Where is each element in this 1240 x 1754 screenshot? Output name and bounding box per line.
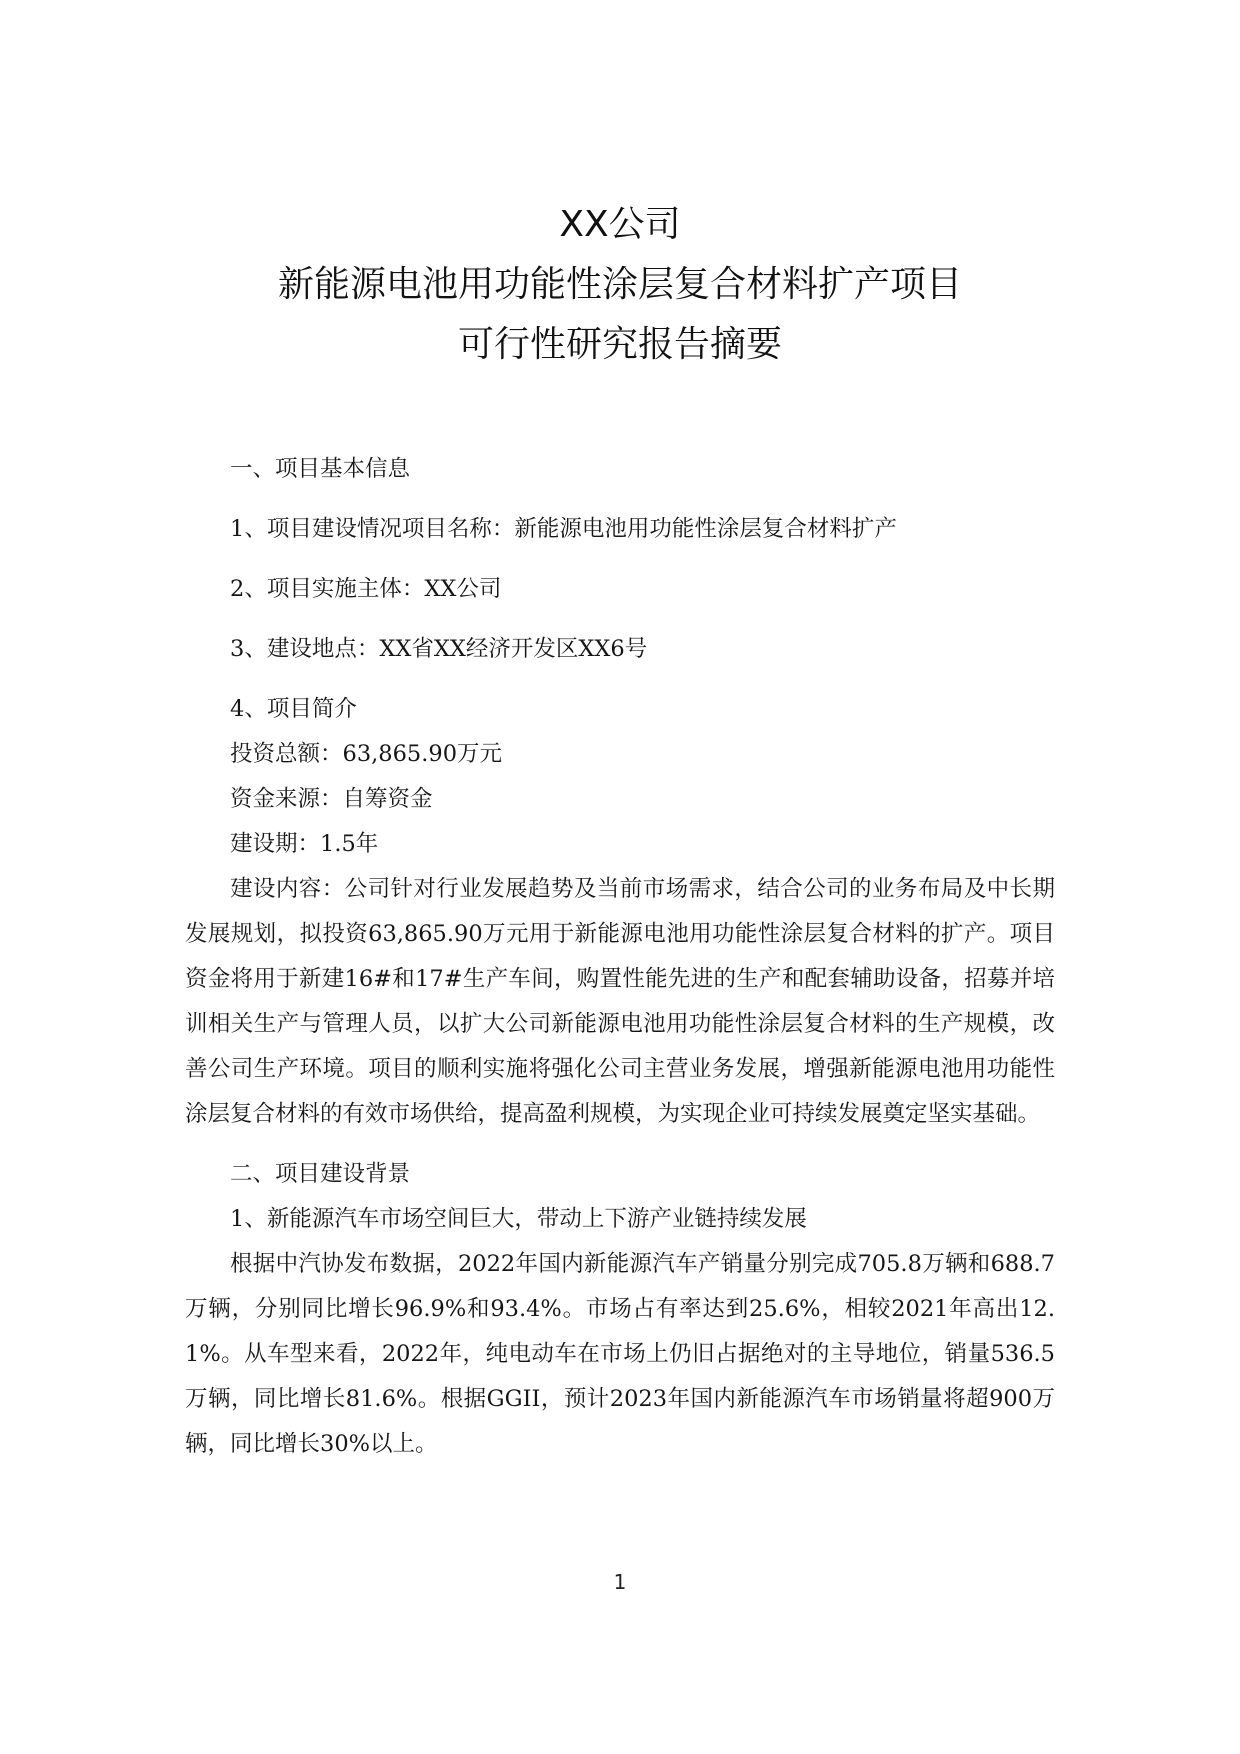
subheading-nev-market: 1、新能源汽车市场空间巨大，带动上下游产业链持续发展 (230, 1206, 807, 1232)
funding-source: 资金来源：自筹资金 (230, 786, 433, 812)
document-title-block (0, 195, 1240, 375)
construction-content-paragraph: 建设内容：公司针对行业发展趋势及当前市场需求，结合公司的业务布局及中长期发展规划，拟投资63,865.90万元用于新能源电池用功能性涂层复合材料的扩产。项目资金将用于新建16#和17#生产车间，购置性能先进的生产和配套辅助设备，招募并培训相关生产与管理人员，以扩大公司新能源电池用功能性涂层复合材料的生产规模，改善公司生产环境。项目的顺利实施将强化公司主营业务发展，增强新能源电池用功能性涂层复合材料的有效市场供给，提高盈利规模，为实现企业可持续发展奠定坚实基础。 (185, 876, 1055, 1127)
item-project-intro: 4、项目简介 (230, 696, 357, 722)
item-project-name: 1、项目建设情况项目名称：新能源电池用功能性涂层复合材料扩产 (230, 516, 897, 542)
title-company: XX公司 (559, 204, 681, 245)
document-body (185, 447, 1055, 1467)
nev-market-paragraph: 根据中汽协发布数据，2022年国内新能源汽车产销量分别完成705.8万辆和688.7万辆，分别同比增长96.9%和93.4%。市场占有率达到25.6%，相较2021年高出12.1%。从车型来看，2022年，纯电动车在市场上仍旧占据绝对的主导地位，销量536.5万辆，同比增长81.6%。根据GGII，预计2023年国内新能源汽车市场销量将超900万辆，同比增长30%以上。 (185, 1251, 1055, 1457)
investment-total: 投资总额：63,865.90万元 (230, 741, 503, 767)
title-project: 新能源电池用功能性涂层复合材料扩产项目 (277, 264, 962, 305)
title-report: 可行性研究报告摘要 (457, 324, 782, 365)
construction-period: 建设期：1.5年 (230, 831, 379, 857)
page-number: 1 (613, 1570, 627, 1594)
item-implementing-entity: 2、项目实施主体：XX公司 (230, 576, 502, 602)
item-location: 3、建设地点：XX省XX经济开发区XX6号 (230, 636, 648, 662)
section-heading-background: 二、项目建设背景 (230, 1161, 411, 1187)
section-heading-basic-info: 一、项目基本信息 (230, 456, 411, 482)
